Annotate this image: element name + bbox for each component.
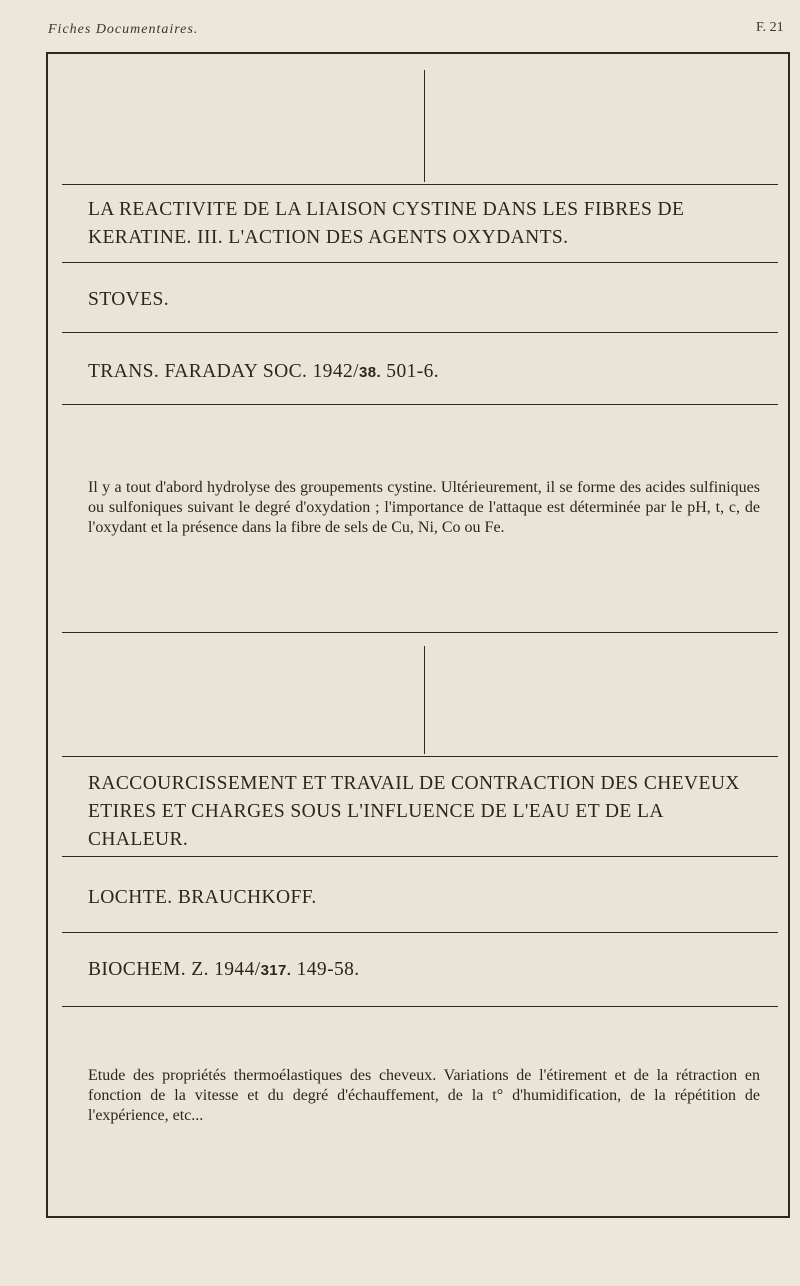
- card-2-rule-title: [62, 856, 778, 857]
- card-1-rule-reference: [62, 404, 778, 405]
- page-number: F. 21: [756, 20, 784, 35]
- card-2-top-divider: [424, 646, 425, 754]
- card-2-journal: BIOCHEM. Z. 1944/: [88, 959, 261, 980]
- card-2-volume: 317.: [260, 962, 292, 979]
- card-1-top-divider: [424, 70, 425, 182]
- card-1-rule-title: [62, 262, 778, 263]
- card-2-title: RACCOURCISSEMENT ET TRAVAIL DE CONTRACTION DES CHEVEUX ETIRES ET CHARGES SOUS L'INFLUENCE DE L'EAU ET DE LA CHALEUR.: [88, 773, 740, 850]
- card-1-abstract: Il y a tout d'abord hydrolyse des groupements cystine. Ultérieurement, il se forme des acides sulfiniques ou sulfoniques suivant le degré d'oxydation ; l'importance de l'attaque est déterminée par le pH, t, c, de l'oxydant et la présence dans la fibre de sels de Cu, Ni, Co ou Fe.: [88, 479, 760, 536]
- card-2-rule-top: [62, 756, 778, 757]
- card-2-rule-authors: [62, 932, 778, 933]
- card-1-title: LA REACTIVITE DE LA LIAISON CYSTINE DANS LES FIBRES DE KERATINE. III. L'ACTION DES AGENTS OXYDANTS.: [88, 199, 685, 248]
- card-1-reference: [88, 358, 768, 387]
- card-1-pages: 501-6.: [381, 361, 440, 382]
- card-2-reference: [88, 956, 768, 985]
- card-2-rule-reference: [62, 1006, 778, 1007]
- card-1-volume: 38.: [358, 364, 382, 381]
- card-1-rule-top: [62, 184, 778, 185]
- card-separator: [62, 632, 778, 633]
- card-2-abstract: Etude des propriétés thermoélastiques des cheveux. Variations de l'étirement et de la rétraction en fonction de la vitesse et du degré d'échauffement, de la t° d'humidification, de la répétition de l'expérience, etc...: [88, 1067, 760, 1124]
- card-2-pages: 149-58.: [291, 959, 360, 980]
- card-1-rule-authors: [62, 332, 778, 333]
- card-1-authors: STOVES.: [88, 289, 169, 310]
- card-2-authors: LOCHTE. BRAUCHKOFF.: [88, 887, 317, 908]
- header-title: Fiches Documentaires.: [48, 22, 199, 37]
- card-1-journal: TRANS. FARADAY SOC. 1942/: [88, 361, 359, 382]
